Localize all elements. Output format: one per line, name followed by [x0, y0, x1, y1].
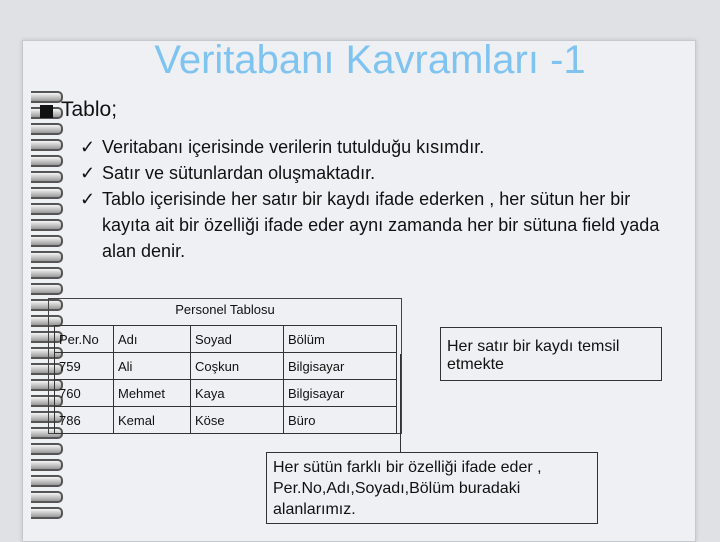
column-callout: Her sütün farklı bir özelliği ifade eder , Per.No,Adı,Soyadı,Bölüm buradaki alanlarımız.	[266, 452, 598, 524]
table-cell: Ali	[114, 353, 191, 380]
binder-rings	[31, 91, 65, 531]
ring	[31, 139, 63, 151]
table-cell: Köse	[191, 407, 284, 434]
ring	[31, 267, 63, 279]
table-cell: Adı	[114, 326, 191, 353]
table-cell: Kaya	[191, 380, 284, 407]
table-row	[55, 380, 397, 407]
list-item	[80, 186, 680, 264]
section-heading-text: Tablo;	[61, 98, 118, 121]
ring	[31, 203, 63, 215]
ring	[31, 443, 63, 455]
personnel-table	[54, 325, 397, 434]
ring	[31, 219, 63, 231]
section-heading	[40, 98, 117, 122]
table-row	[55, 353, 397, 380]
ring	[31, 235, 63, 247]
ring	[31, 283, 63, 295]
checkmark-icon: ✓	[80, 189, 96, 209]
bullet-text: Tablo içerisinde her satır bir kaydı ifade ederken , her sütun her bir kayıta ait bir özelliği ifade eder aynı zamanda her bir sütuna field yada alan denir.	[102, 189, 660, 261]
ring	[31, 187, 63, 199]
table-cell: 786	[55, 407, 114, 434]
table-cell: Mehmet	[114, 380, 191, 407]
bullet-text: Veritabanı içerisinde verilerin tutulduğu kısımdır.	[102, 137, 485, 157]
table-header-row	[55, 326, 397, 353]
table-cell: Kemal	[114, 407, 191, 434]
table-row	[55, 407, 397, 434]
square-bullet-icon	[40, 105, 53, 118]
table-cell: 760	[55, 380, 114, 407]
ring	[31, 459, 63, 471]
table-cell: Bilgisayar	[284, 380, 397, 407]
table-cell: 759	[55, 353, 114, 380]
bullet-text: Satır ve sütunlardan oluşmaktadır.	[102, 163, 376, 183]
row-callout: Her satır bir kaydı temsil etmekte	[440, 327, 662, 381]
table-caption: Personel Tablosu	[175, 302, 275, 317]
list-item	[80, 134, 680, 160]
ring	[31, 171, 63, 183]
ring	[31, 475, 63, 487]
table-cell: Soyad	[191, 326, 284, 353]
checkmark-icon: ✓	[80, 137, 96, 157]
checkmark-icon: ✓	[80, 163, 96, 183]
ring	[31, 507, 63, 519]
connector-line	[400, 354, 401, 452]
list-item	[80, 160, 680, 186]
table-cell: Per.No	[55, 326, 114, 353]
ring	[31, 251, 63, 263]
table-cell: Coşkun	[191, 353, 284, 380]
table-cell: Bölüm	[284, 326, 397, 353]
table-cell: Büro	[284, 407, 397, 434]
ring	[31, 155, 63, 167]
ring	[31, 491, 63, 503]
slide-title: Veritabanı Kavramları -1	[154, 38, 586, 82]
ring	[31, 123, 63, 135]
ring	[31, 299, 63, 311]
bullet-list	[80, 134, 680, 264]
table-cell: Bilgisayar	[284, 353, 397, 380]
